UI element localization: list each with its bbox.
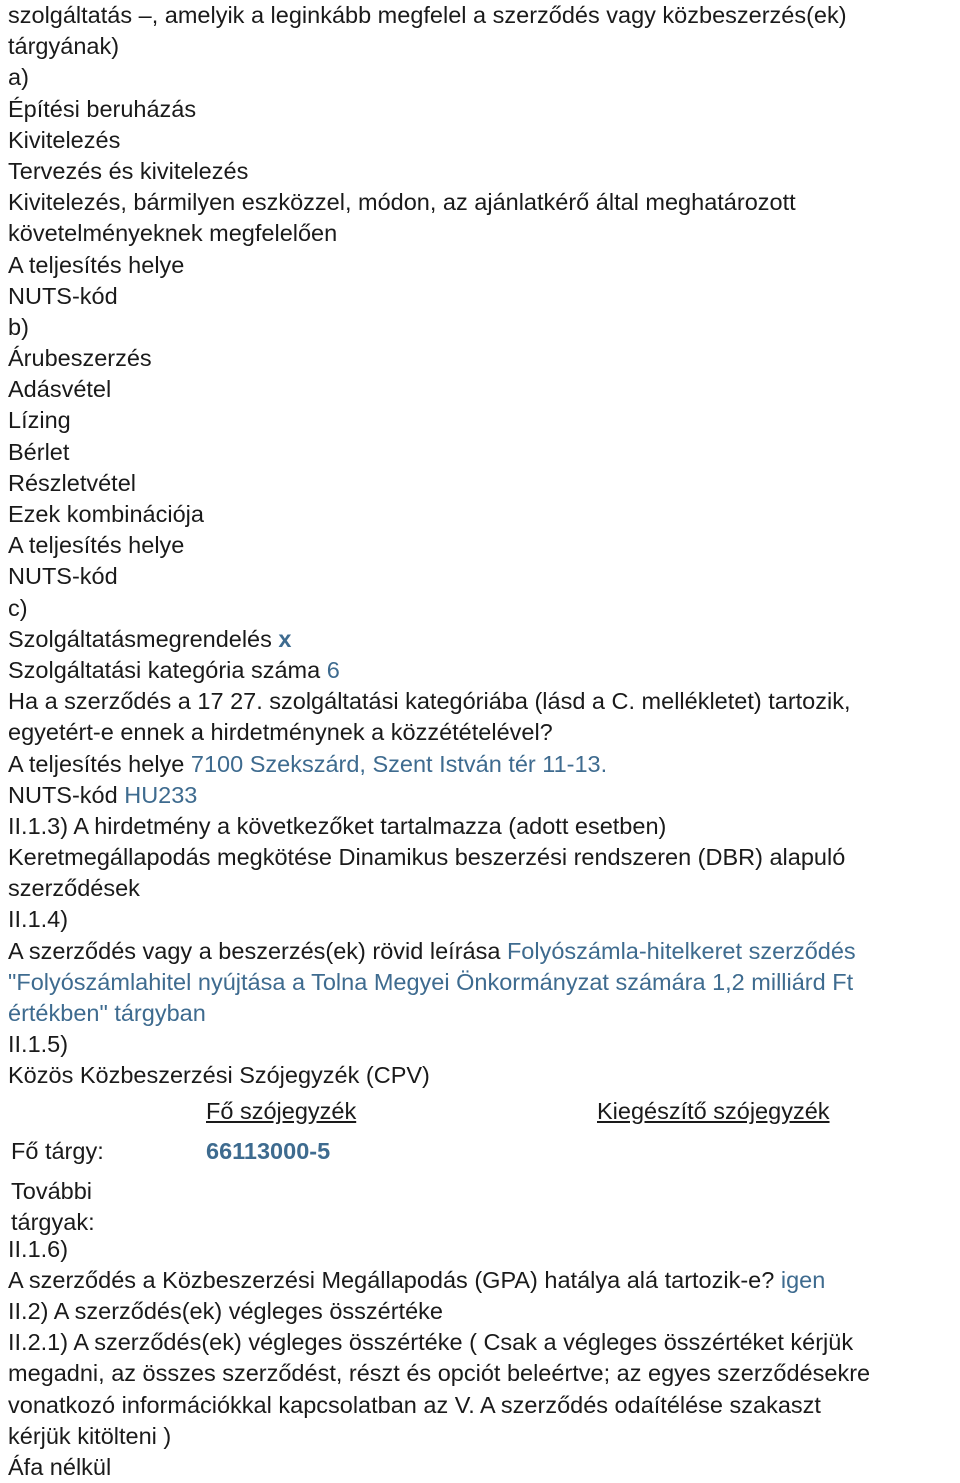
short-description-value-line: értékben" tárgyban [8, 1000, 206, 1026]
cpv-row-more-label-1: További [11, 1177, 92, 1204]
cpv-col-main: Fő szójegyzék [206, 1097, 357, 1124]
section-heading: II.2) A szerződés(ek) végleges összértéke [8, 1297, 443, 1324]
text-line: követelményeknek megfelelően [8, 220, 338, 247]
text-line: a) [8, 64, 29, 91]
short-description-value: Folyószámla-hitelkeret szerződés [506, 937, 856, 964]
top-lines [8, 0, 952, 624]
text-line: kérjük kitölteni ) [8, 1422, 172, 1449]
nuts-value: HU233 [124, 781, 198, 808]
place-line [8, 749, 952, 780]
text-line: Építési beruházás [8, 95, 197, 122]
text-line: szerződések [8, 875, 140, 902]
text-line: NUTS-kód [8, 282, 118, 309]
section-heading: II.1.6) [8, 1235, 69, 1262]
text-line: NUTS-kód [8, 563, 118, 590]
section-heading: II.1.3) A hirdetmény a következőket tartalmazza (adott esetben) [8, 812, 667, 839]
gpa-answer: igen [780, 1266, 826, 1293]
text-line: Adásvétel [8, 376, 112, 403]
section-ii-1-6 [8, 1234, 952, 1296]
service-order-mark: x [278, 625, 292, 652]
text-line: megadni, az összes szerződést, részt és opciót beleértve; az egyes szerződésekre [8, 1360, 871, 1387]
place-value: 7100 Szekszárd, Szent István tér 11-13. [190, 750, 608, 777]
text-line: Kivitelezés, bármilyen eszközzel, módon, az ajánlatkérő által meghatározott [8, 189, 796, 216]
short-description-label: A szerződés vagy a beszerzés(ek) rövid leírása [8, 937, 501, 964]
nuts-line [8, 780, 952, 811]
gpa-question: A szerződés a Közbeszerzési Megállapodás (GPA) hatálya alá tartozik-e? [8, 1266, 775, 1293]
text-line: vonatkozó információkkal kapcsolatban az V. A szerződés odaítélése szakaszt [8, 1391, 821, 1418]
section-ii-1-4 [8, 904, 952, 1029]
text-line: Lízing [8, 407, 71, 434]
service-category-value: 6 [326, 656, 340, 683]
service-order-line [8, 624, 952, 655]
section-ii-1-3 [8, 811, 952, 905]
text-line: Ezek kombinációja [8, 501, 204, 527]
cpv-col-extra: Kiegészítő szójegyzék [597, 1097, 830, 1124]
short-description-value-line: "Folyószámlahitel nyújtása a Tolna Megyei Önkormányzat számára 1,2 milliárd Ft [8, 968, 854, 995]
nuts-label: NUTS-kód [8, 781, 118, 808]
cpv-table [8, 1092, 952, 1234]
text-line: Ha a szerződés a 17 27. szolgáltatási kategóriába (lásd a C. mellékletet) tartozik, [8, 688, 851, 715]
short-description-line [8, 936, 952, 967]
text-line: b) [8, 313, 29, 340]
text-line: Kivitelezés [8, 126, 121, 153]
gpa-line [8, 1265, 952, 1296]
text-line: Áfa nélkül [8, 1453, 112, 1480]
service-category-label: Szolgáltatási kategória száma [8, 656, 321, 683]
place-label: A teljesítés helye [8, 750, 185, 777]
section-ii-2 [8, 1296, 952, 1483]
text-line: Keretmegállapodás megkötése Dinamikus beszerzési rendszeren (DBR) alapuló [8, 844, 846, 871]
text-line: Részletvétel [8, 469, 136, 496]
section-ii-1-5 [8, 1029, 952, 1233]
section-heading: II.1.4) [8, 906, 69, 933]
cpv-row-main-value: 66113000-5 [206, 1137, 331, 1164]
text-line: A teljesítés helye [8, 532, 185, 559]
text-line: tárgyának) [8, 33, 120, 60]
text-line: Bérlet [8, 438, 70, 465]
service-order-label: Szolgáltatásmegrendelés [8, 625, 272, 652]
text-line: szolgáltatás –, amelyik a leginkább megfelel a szerződés vagy közbeszerzés(ek) [8, 2, 847, 28]
text-line: c) [8, 594, 28, 621]
text-line: A teljesítés helye [8, 251, 185, 278]
service-section [8, 624, 952, 811]
cpv-title: Közös Közbeszerzési Szójegyzék (CPV) [8, 1062, 430, 1089]
section-heading: II.1.5) [8, 1031, 69, 1058]
text-line: Tervezés és kivitelezés [8, 157, 249, 184]
text-line: Árubeszerzés [8, 345, 152, 372]
text-line: II.2.1) A szerződés(ek) végleges összértéke ( Csak a végleges összértéket kérjük [8, 1329, 854, 1356]
cpv-row-more-label-2: tárgyak: [11, 1208, 95, 1235]
text-line: egyetért-e ennek a hirdetménynek a közzétételével? [8, 719, 553, 746]
service-category-line [8, 655, 952, 686]
cpv-row-main-label: Fő tárgy: [11, 1137, 104, 1164]
